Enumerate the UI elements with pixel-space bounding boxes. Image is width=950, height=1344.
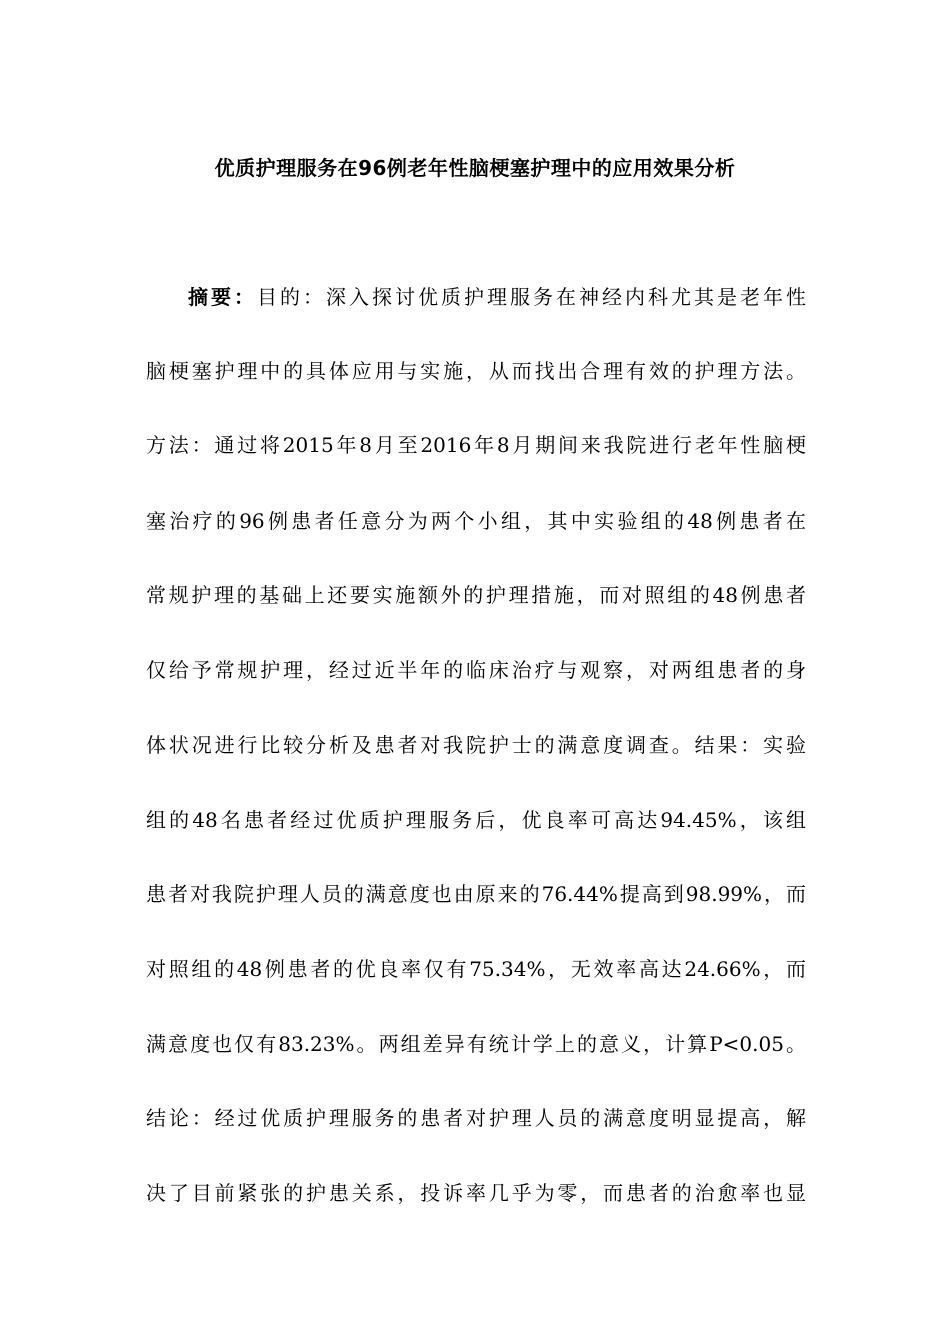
abstract-line-2: 脑梗塞护理中的具体应用与实施，从而找出合理有效的护理方法。 — [146, 359, 806, 383]
abstract-line-10: 对照组的48例患者的优良率仅有75.34%，无效率高达24.66%，而 — [146, 957, 806, 981]
abstract-line-4: 塞治疗的96例患者任意分为两个小组，其中实验组的48例患者在 — [146, 509, 806, 533]
abstract-line-3: 方法：通过将2015年8月至2016年8月期间来我院进行老年性脑梗 — [146, 433, 806, 457]
abstract-line-13: 决了目前紧张的护患关系，投诉率几乎为零，而患者的治愈率也显 — [146, 1181, 806, 1205]
abstract-line-8: 组的48名患者经过优质护理服务后，优良率可高达94.45%，该组 — [146, 808, 806, 832]
abstract-line-7: 体状况进行比较分析及患者对我院护士的满意度调查。结果：实验 — [146, 733, 806, 757]
abstract-line-11: 满意度也仅有83.23%。两组差异有统计学上的意义，计算P<0.05。 — [146, 1032, 806, 1056]
abstract-text: 目的：深入探讨优质护理服务在神经内科尤其是老年性 — [257, 285, 806, 309]
document-title: 优质护理服务在96例老年性脑梗塞护理中的应用效果分析 — [214, 156, 736, 180]
abstract-line-12: 结论：经过优质护理服务的患者对护理人员的满意度明显提高，解 — [146, 1106, 806, 1130]
abstract-label: 摘要： — [188, 285, 257, 309]
abstract-line-9: 患者对我院护理人员的满意度也由原来的76.44%提高到98.99%，而 — [146, 882, 806, 906]
abstract-line-1 — [188, 282, 806, 312]
abstract-line-6: 仅给予常规护理，经过近半年的临床治疗与观察，对两组患者的身 — [146, 658, 806, 682]
abstract-line-5: 常规护理的基础上还要实施额外的护理措施，而对照组的48例患者 — [146, 583, 806, 607]
